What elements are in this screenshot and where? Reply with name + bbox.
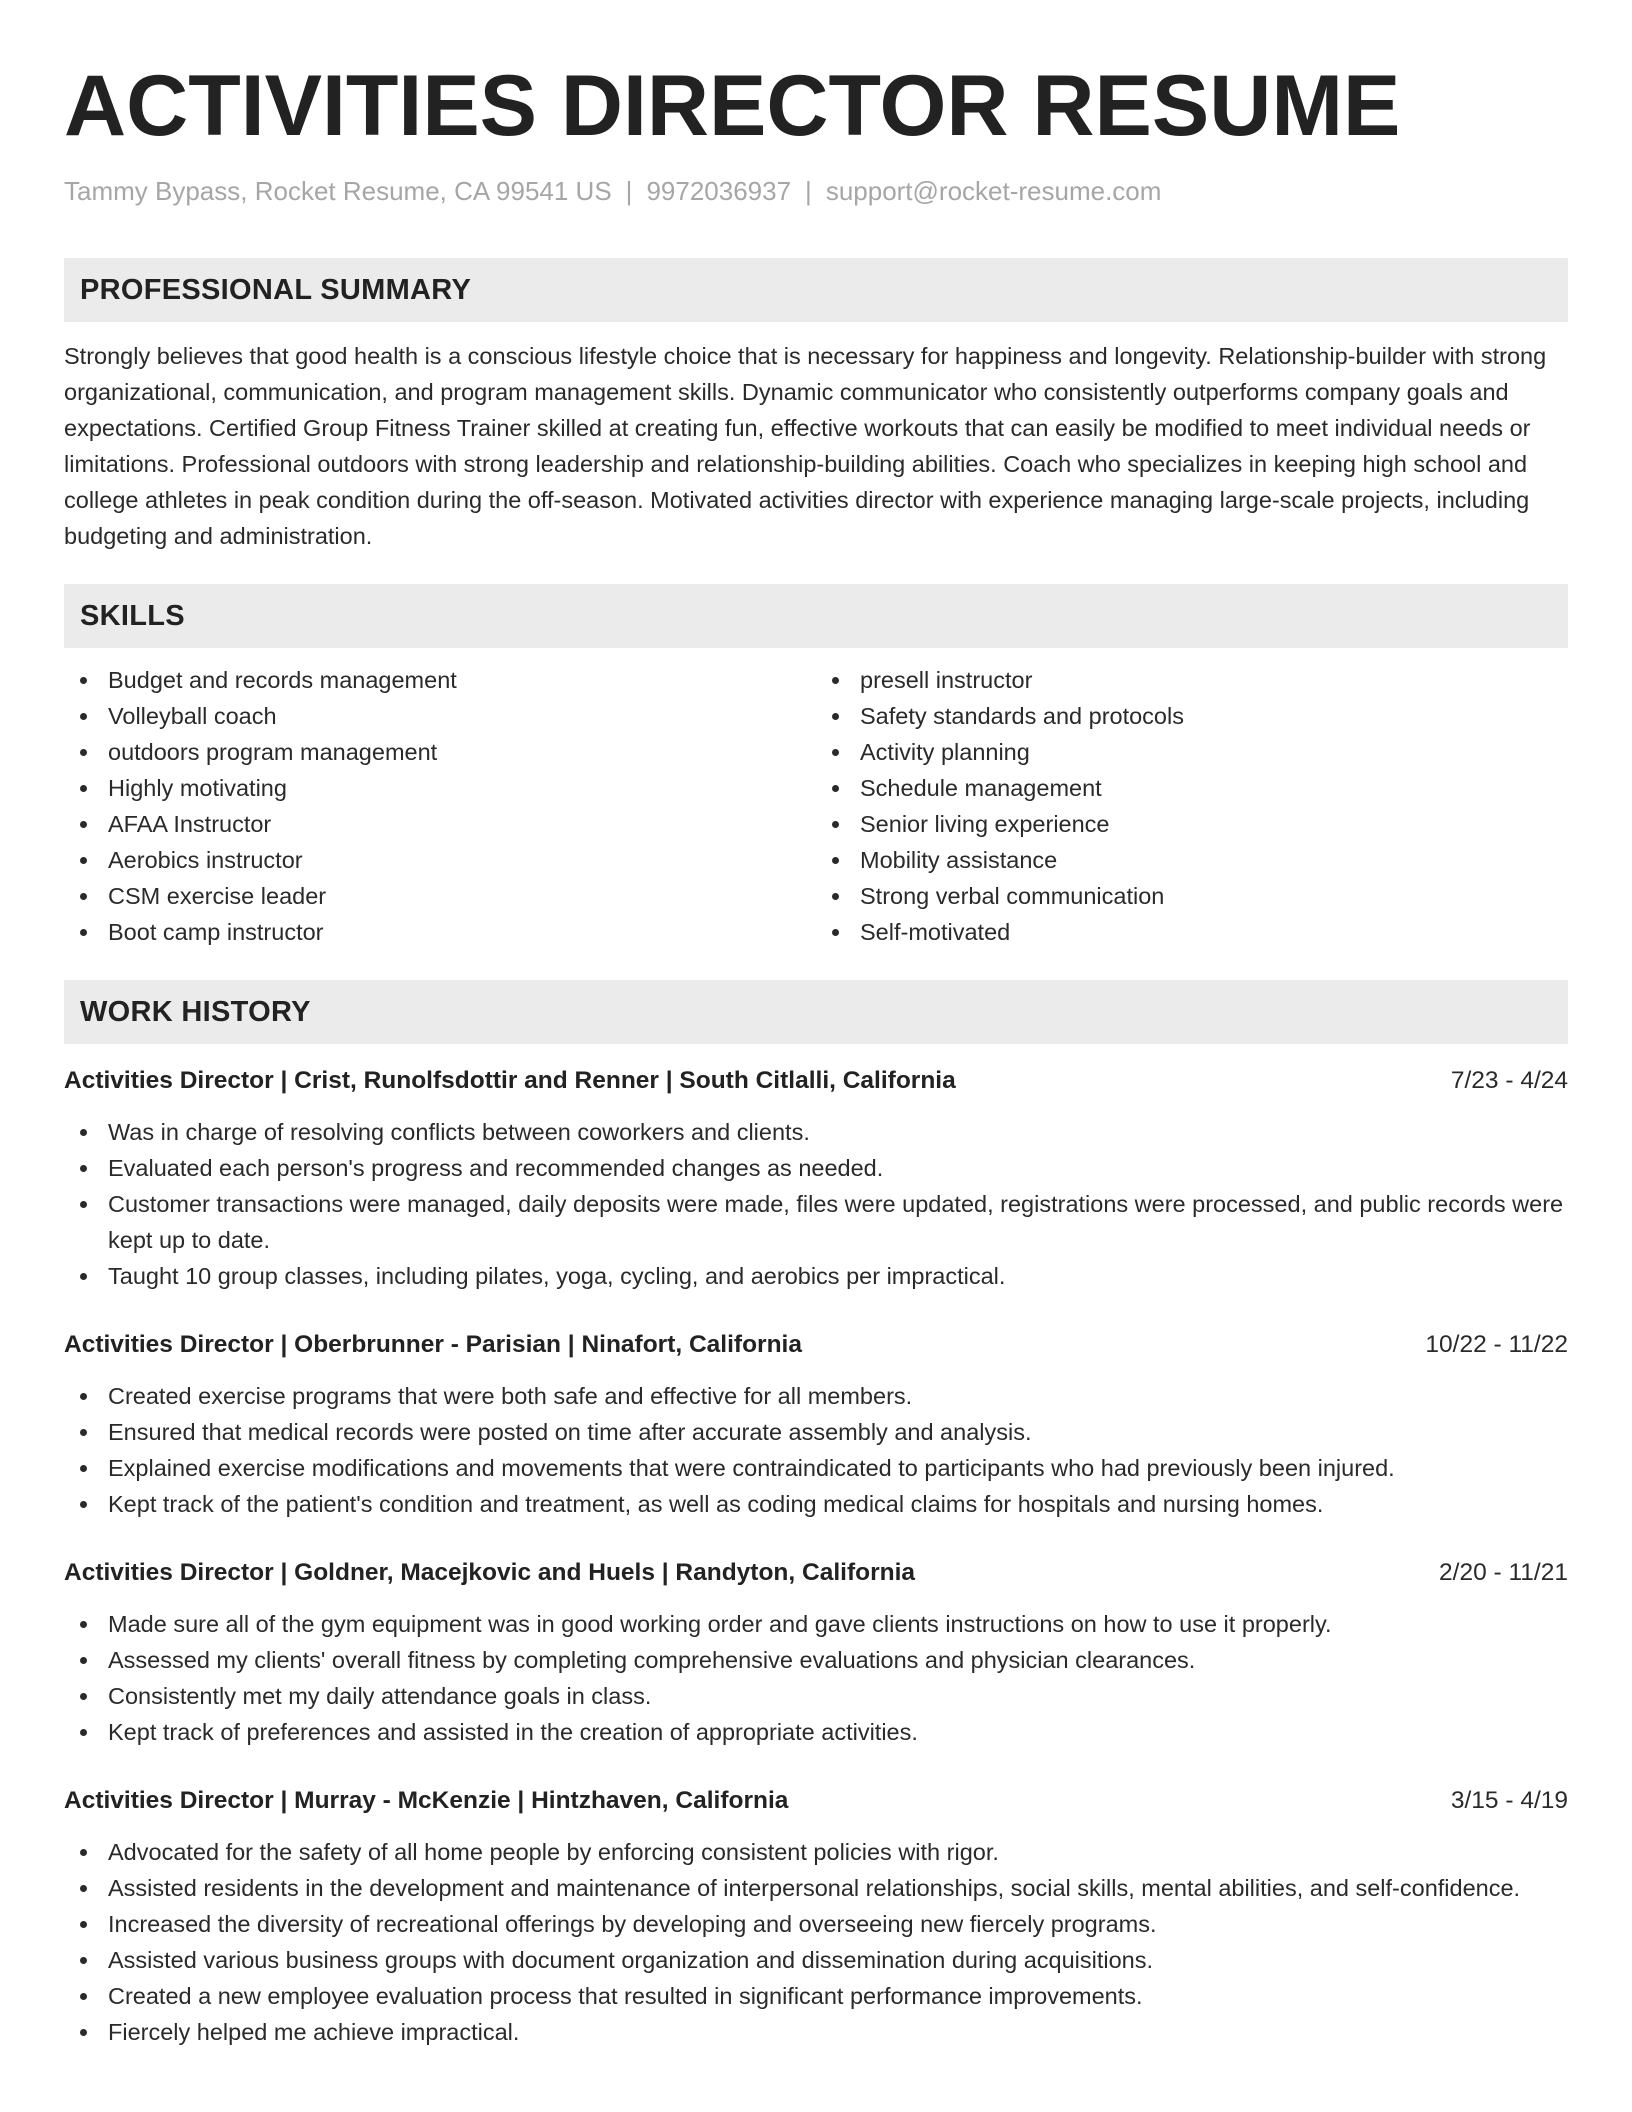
list-item: Explained exercise modifications and movements that were contraindicated to participants who had previously been injured. xyxy=(64,1450,1568,1486)
contact-email: support@rocket-resume.com xyxy=(825,176,1162,206)
list-item: Safety standards and protocols xyxy=(816,698,1568,734)
list-item: AFAA Instructor xyxy=(64,806,816,842)
list-item: Created exercise programs that were both safe and effective for all members. xyxy=(64,1378,1568,1414)
list-item: Self-motivated xyxy=(816,914,1568,950)
skills-list-right xyxy=(816,662,1568,950)
list-item: Assessed my clients' overall fitness by completing comprehensive evaluations and physician clearances. xyxy=(64,1642,1568,1678)
list-item: Taught 10 group classes, including pilates, yoga, cycling, and aerobics per impractical. xyxy=(64,1258,1568,1294)
job-bullets xyxy=(64,1834,1568,2050)
list-item: Assisted residents in the development and maintenance of interpersonal relationships, social skills, mental abilities, and self-confidence. xyxy=(64,1870,1568,1906)
job-title: Activities Director | Oberbrunner - Parisian | Ninafort, California xyxy=(64,1331,802,1358)
job-bullets xyxy=(64,1378,1568,1522)
summary-section-header xyxy=(64,258,1568,322)
list-item: Created a new employee evaluation process that resulted in significant performance improvements. xyxy=(64,1978,1568,2014)
list-item: outdoors program management xyxy=(64,734,816,770)
job-entry xyxy=(64,1784,1568,2050)
list-item: Advocated for the safety of all home people by enforcing consistent policies with rigor. xyxy=(64,1834,1568,1870)
job-bullets xyxy=(64,1606,1568,1750)
list-item: Evaluated each person's progress and recommended changes as needed. xyxy=(64,1150,1568,1186)
list-item: Budget and records management xyxy=(64,662,816,698)
list-item: CSM exercise leader xyxy=(64,878,816,914)
list-item: Fiercely helped me achieve impractical. xyxy=(64,2014,1568,2050)
job-dates: 7/23 - 4/24 xyxy=(1450,1067,1568,1094)
list-item: Consistently met my daily attendance goals in class. xyxy=(64,1678,1568,1714)
job-dates: 3/15 - 4/19 xyxy=(1450,1787,1568,1814)
list-item: Kept track of preferences and assisted in the creation of appropriate activities. xyxy=(64,1714,1568,1750)
list-item: presell instructor xyxy=(816,662,1568,698)
job-dates: 2/20 - 11/21 xyxy=(1439,1559,1568,1586)
list-item: Increased the diversity of recreational offerings by developing and overseeing new fiercely programs. xyxy=(64,1906,1568,1942)
contact-separator: | xyxy=(625,176,633,206)
contact-line xyxy=(64,174,1568,208)
job-header xyxy=(64,1064,1568,1098)
job-dates: 10/22 - 11/22 xyxy=(1425,1331,1568,1358)
job-header xyxy=(64,1556,1568,1590)
resume-title: ACTIVITIES DIRECTOR RESUME xyxy=(64,58,1401,154)
job-entry xyxy=(64,1064,1568,1294)
summary-text: Strongly believes that good health is a conscious lifestyle choice that is necessary for happiness and longevity. Relationship-builder with strong organizational, communication, and program management skills. Dynamic communicator who consistently outperforms company goals and expectations. Certified Group Fitness Trainer skilled at creating fun, effective workouts that can easily be modified to meet individual needs or limitations. Professional outdoors with strong leadership and relationship-building abilities. Coach who specializes in keeping high school and college athletes in peak condition during the off-season. Motivated activities director with experience managing large-scale projects, including budgeting and administration. xyxy=(64,343,1547,549)
job-title: Activities Director | Murray - McKenzie | Hintzhaven, California xyxy=(64,1787,789,1814)
list-item: Made sure all of the gym equipment was in good working order and gave clients instructions on how to use it properly. xyxy=(64,1606,1568,1642)
list-item: Volleyball coach xyxy=(64,698,816,734)
list-item: Senior living experience xyxy=(816,806,1568,842)
job-title: Activities Director | Crist, Runolfsdottir and Renner | South Citlalli, California xyxy=(64,1067,956,1094)
list-item: Schedule management xyxy=(816,770,1568,806)
job-title: Activities Director | Goldner, Macejkovic and Huels | Randyton, California xyxy=(64,1559,916,1586)
job-entry xyxy=(64,1556,1568,1750)
contact-separator: | xyxy=(805,176,812,206)
skills-columns xyxy=(64,662,1568,950)
contact-phone: 9972036937 xyxy=(646,176,792,206)
list-item: Boot camp instructor xyxy=(64,914,816,950)
list-item: Mobility assistance xyxy=(816,842,1568,878)
work-history-list xyxy=(64,1064,1568,2050)
job-bullets xyxy=(64,1114,1568,1294)
work-section-header xyxy=(64,980,1568,1044)
list-item: Assisted various business groups with document organization and dissemination during acquisitions. xyxy=(64,1942,1568,1978)
list-item: Customer transactions were managed, daily deposits were made, files were updated, registrations were processed, and public records were kept up to date. xyxy=(64,1186,1568,1258)
list-item: Ensured that medical records were posted on time after accurate assembly and analysis. xyxy=(64,1414,1568,1450)
list-item: Strong verbal communication xyxy=(816,878,1568,914)
list-item: Kept track of the patient's condition and treatment, as well as coding medical claims for hospitals and nursing homes. xyxy=(64,1486,1568,1522)
list-item: Was in charge of resolving conflicts between coworkers and clients. xyxy=(64,1114,1568,1150)
list-item: Aerobics instructor xyxy=(64,842,816,878)
skills-list-left xyxy=(64,662,816,950)
work-heading: WORK HISTORY xyxy=(80,995,311,1028)
skills-heading: SKILLS xyxy=(80,599,185,632)
job-entry xyxy=(64,1328,1568,1522)
list-item: Highly motivating xyxy=(64,770,816,806)
list-item: Activity planning xyxy=(816,734,1568,770)
job-header xyxy=(64,1784,1568,1818)
contact-address: Tammy Bypass, Rocket Resume, CA 99541 US xyxy=(64,176,612,206)
job-header xyxy=(64,1328,1568,1362)
skills-section-header xyxy=(64,584,1568,648)
summary-heading: PROFESSIONAL SUMMARY xyxy=(80,273,472,306)
